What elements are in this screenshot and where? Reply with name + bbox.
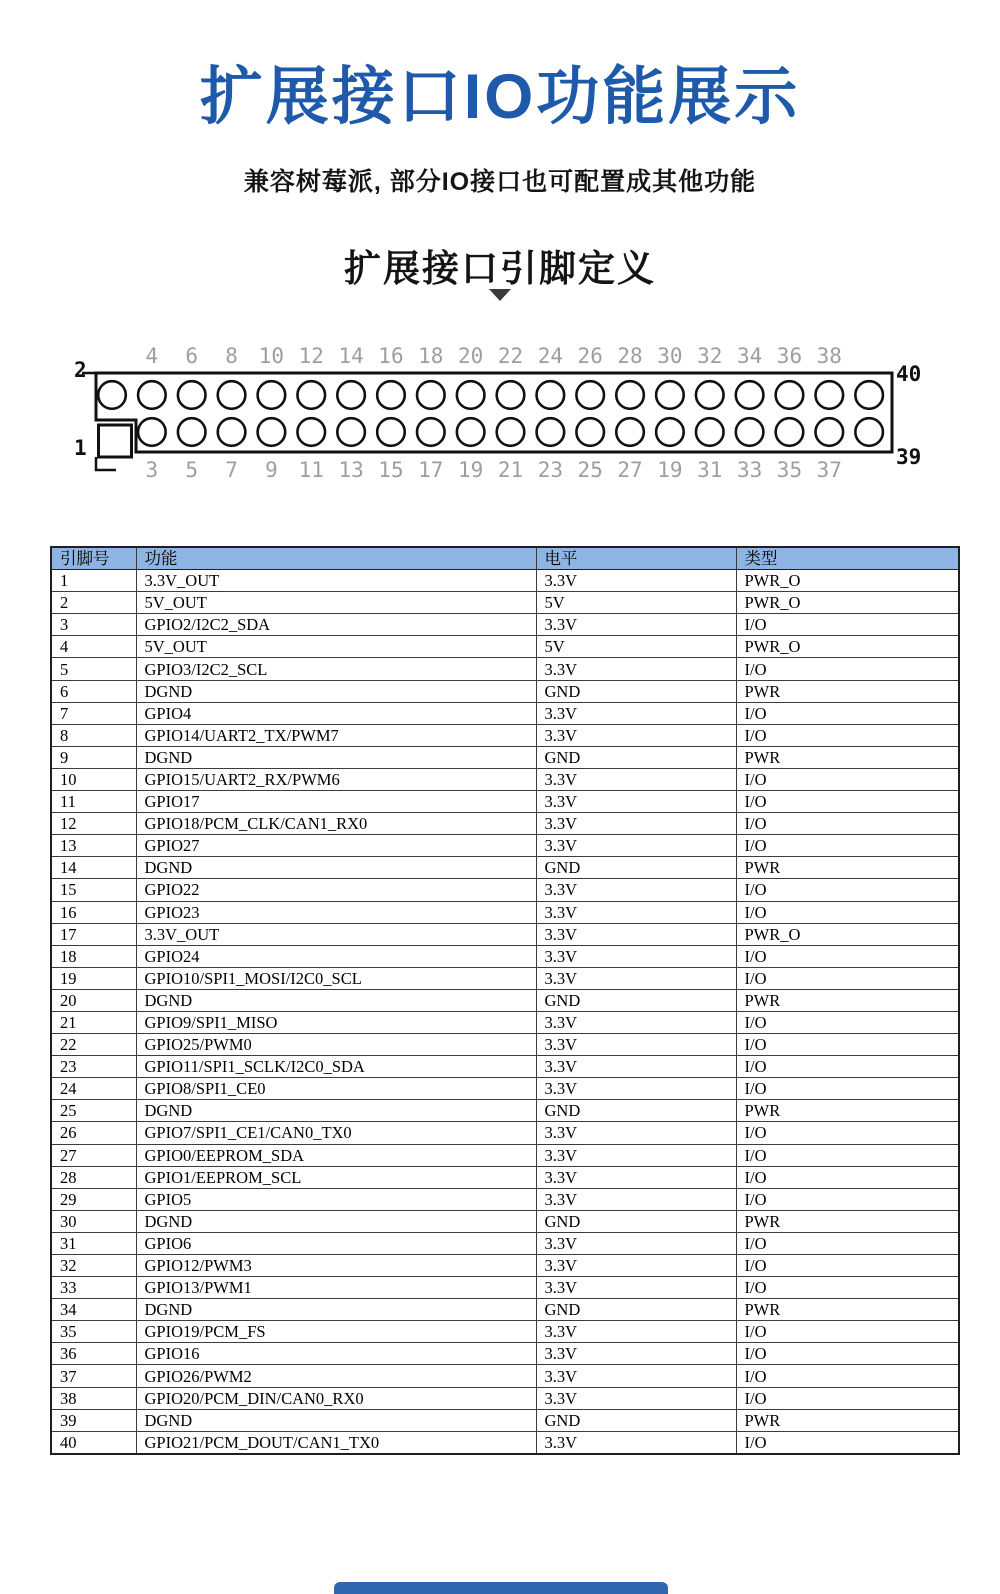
pin-number-cell: 37 <box>51 1365 136 1387</box>
type-cell: I/O <box>736 1232 959 1254</box>
table-row <box>51 1210 959 1232</box>
pin-number-cell: 31 <box>51 1232 136 1254</box>
level-cell: 3.3V <box>536 1144 736 1166</box>
table-row <box>51 1166 959 1188</box>
level-cell: 3.3V <box>536 813 736 835</box>
function-cell: GPIO27 <box>136 835 536 857</box>
pin-hole <box>377 418 405 446</box>
pin-number-cell: 15 <box>51 879 136 901</box>
pin-number-label: 26 <box>577 344 603 368</box>
type-cell: PWR_O <box>736 636 959 658</box>
function-cell: 3.3V_OUT <box>136 923 536 945</box>
table-row <box>51 1100 959 1122</box>
type-cell: PWR <box>736 857 959 879</box>
table-row <box>51 1188 959 1210</box>
level-cell: 3.3V <box>536 945 736 967</box>
pin-number-cell: 26 <box>51 1122 136 1144</box>
type-cell: I/O <box>736 768 959 790</box>
pin-hole <box>816 418 844 446</box>
pin-hole <box>218 381 246 409</box>
pin-number-label: 6 <box>185 344 199 368</box>
type-cell: I/O <box>736 1321 959 1343</box>
function-cell: GPIO26/PWM2 <box>136 1365 536 1387</box>
pin-number-label: 10 <box>258 344 285 368</box>
table-row <box>51 813 959 835</box>
level-cell: 3.3V <box>536 1034 736 1056</box>
pin-hole <box>258 381 286 409</box>
corner-label-40: 40 <box>896 362 922 386</box>
level-cell: 3.3V <box>536 1365 736 1387</box>
type-cell: I/O <box>736 879 959 901</box>
column-header: 电平 <box>536 547 736 570</box>
table-row <box>51 702 959 724</box>
pin-hole <box>616 418 644 446</box>
function-cell: GPIO2/I2C2_SDA <box>136 614 536 636</box>
pin-hole <box>497 381 525 409</box>
pin1-square <box>99 425 132 457</box>
level-cell: 3.3V <box>536 614 736 636</box>
table-row <box>51 1299 959 1321</box>
corner-label-39: 39 <box>896 445 922 469</box>
pin-number-label: 4 <box>145 344 159 368</box>
pin-hole <box>258 418 286 446</box>
pin-number-cell: 10 <box>51 768 136 790</box>
function-cell: GPIO20/PCM_DIN/CAN0_RX0 <box>136 1387 536 1409</box>
table-row <box>51 1431 959 1454</box>
pin-number-cell: 1 <box>51 570 136 592</box>
type-cell: I/O <box>736 1056 959 1078</box>
function-cell: GPIO3/I2C2_SCL <box>136 658 536 680</box>
pin-number-label: 28 <box>617 344 643 368</box>
corner-label-1: 1 <box>74 436 87 460</box>
pin-hole <box>138 418 166 446</box>
section-title: 扩展接口引脚定义 <box>344 248 656 289</box>
pin-number-label: 15 <box>378 458 404 482</box>
table-row <box>51 570 959 592</box>
function-cell: GPIO17 <box>136 791 536 813</box>
level-cell: GND <box>536 680 736 702</box>
table-row <box>51 1232 959 1254</box>
pin-hole <box>656 418 684 446</box>
type-cell: I/O <box>736 967 959 989</box>
level-cell: 3.3V <box>536 1056 736 1078</box>
pin-hole <box>816 381 844 409</box>
table-row <box>51 746 959 768</box>
table-row <box>51 857 959 879</box>
pin-number-cell: 17 <box>51 923 136 945</box>
type-cell: I/O <box>736 791 959 813</box>
pin-number-label: 36 <box>776 344 803 368</box>
pin-number-label: 24 <box>537 344 563 368</box>
column-header: 引脚号 <box>51 547 136 570</box>
level-cell: GND <box>536 746 736 768</box>
pin-holes <box>98 381 883 446</box>
pin-number-cell: 2 <box>51 592 136 614</box>
pin-number-cell: 36 <box>51 1343 136 1365</box>
function-cell: GPIO9/SPI1_MISO <box>136 1011 536 1033</box>
type-cell: I/O <box>736 658 959 680</box>
type-cell: I/O <box>736 1431 959 1454</box>
table-row <box>51 1144 959 1166</box>
function-cell: GPIO4 <box>136 702 536 724</box>
function-cell: DGND <box>136 746 536 768</box>
pin-number-cell: 22 <box>51 1034 136 1056</box>
table-row <box>51 1365 959 1387</box>
function-cell: GPIO22 <box>136 879 536 901</box>
pin-hole <box>138 381 166 409</box>
function-cell: GPIO7/SPI1_CE1/CAN0_TX0 <box>136 1122 536 1144</box>
pin-hole <box>417 381 445 409</box>
level-cell: 3.3V <box>536 1321 736 1343</box>
type-cell: PWR <box>736 1409 959 1431</box>
pin-number-label: 14 <box>338 344 364 368</box>
level-cell: 3.3V <box>536 768 736 790</box>
function-cell: GPIO23 <box>136 901 536 923</box>
table-row <box>51 923 959 945</box>
type-cell: I/O <box>736 1387 959 1409</box>
pin-hole <box>736 418 764 446</box>
table-row <box>51 1343 959 1365</box>
type-cell: I/O <box>736 813 959 835</box>
pin-hole <box>218 418 246 446</box>
function-cell: GPIO19/PCM_FS <box>136 1321 536 1343</box>
pin-number-label: 19 <box>657 458 683 482</box>
pin-number-cell: 28 <box>51 1166 136 1188</box>
pin-number-label: 23 <box>537 458 563 482</box>
type-cell: I/O <box>736 1034 959 1056</box>
function-cell: DGND <box>136 1210 536 1232</box>
bottom-pin-numbers <box>146 458 842 482</box>
level-cell: 3.3V <box>536 1277 736 1299</box>
type-cell: PWR <box>736 989 959 1011</box>
pin-hole <box>297 418 325 446</box>
pin-number-label: 34 <box>736 344 763 368</box>
pin-number-cell: 6 <box>51 680 136 702</box>
type-cell: PWR_O <box>736 592 959 614</box>
pin-number-label: 11 <box>298 458 324 482</box>
pin-number-cell: 5 <box>51 658 136 680</box>
pin-hole <box>337 381 365 409</box>
type-cell: PWR <box>736 680 959 702</box>
function-cell: GPIO18/PCM_CLK/CAN1_RX0 <box>136 813 536 835</box>
table-row <box>51 592 959 614</box>
level-cell: 5V <box>536 636 736 658</box>
type-cell: I/O <box>736 1343 959 1365</box>
table-row <box>51 1321 959 1343</box>
level-cell: 3.3V <box>536 967 736 989</box>
level-cell: 5V <box>536 592 736 614</box>
pin-hole <box>656 381 684 409</box>
level-cell: 3.3V <box>536 1255 736 1277</box>
type-cell: I/O <box>736 614 959 636</box>
pin-hole <box>855 418 883 446</box>
pin-hole <box>616 381 644 409</box>
function-cell: DGND <box>136 1299 536 1321</box>
pin-number-cell: 12 <box>51 813 136 835</box>
type-cell: I/O <box>736 1122 959 1144</box>
function-cell: GPIO21/PCM_DOUT/CAN1_TX0 <box>136 1431 536 1454</box>
level-cell: GND <box>536 989 736 1011</box>
triangle-down-icon <box>489 289 511 301</box>
table-row <box>51 1034 959 1056</box>
table-row <box>51 989 959 1011</box>
table-header <box>51 547 959 570</box>
table-row <box>51 1255 959 1277</box>
pin-number-label: 17 <box>418 458 444 482</box>
level-cell: 3.3V <box>536 1122 736 1144</box>
pin-hole <box>497 418 525 446</box>
pin-hole <box>736 381 764 409</box>
table-row <box>51 724 959 746</box>
column-header: 类型 <box>736 547 959 570</box>
function-cell: GPIO8/SPI1_CE0 <box>136 1078 536 1100</box>
level-cell: 3.3V <box>536 1232 736 1254</box>
pin-number-label: 5 <box>185 458 199 482</box>
pin-hole <box>696 418 724 446</box>
level-cell: 3.3V <box>536 1166 736 1188</box>
pin-hole <box>377 381 405 409</box>
function-cell: GPIO0/EEPROM_SDA <box>136 1144 536 1166</box>
function-cell: DGND <box>136 1409 536 1431</box>
pin-number-cell: 32 <box>51 1255 136 1277</box>
function-cell: 5V_OUT <box>136 636 536 658</box>
pin-number-label: 21 <box>497 458 524 482</box>
pin-number-label: 37 <box>816 458 842 482</box>
pin-number-label: 19 <box>458 458 484 482</box>
function-cell: GPIO14/UART2_TX/PWM7 <box>136 724 536 746</box>
pin-number-cell: 39 <box>51 1409 136 1431</box>
pin-number-label: 32 <box>697 344 723 368</box>
section-pointer <box>0 289 1000 301</box>
level-cell: 3.3V <box>536 702 736 724</box>
table-row <box>51 1277 959 1299</box>
function-cell: DGND <box>136 989 536 1011</box>
function-cell: GPIO13/PWM1 <box>136 1277 536 1299</box>
page-subtitle: 兼容树莓派, 部分IO接口也可配置成其他功能 <box>243 168 757 196</box>
type-cell: I/O <box>736 1078 959 1100</box>
level-cell: 3.3V <box>536 835 736 857</box>
pin-number-label: 30 <box>657 344 683 368</box>
pin-number-cell: 30 <box>51 1210 136 1232</box>
pin-number-label: 31 <box>697 458 723 482</box>
type-cell: I/O <box>736 1277 959 1299</box>
function-cell: GPIO6 <box>136 1232 536 1254</box>
type-cell: PWR <box>736 1299 959 1321</box>
function-cell: 3.3V_OUT <box>136 570 536 592</box>
pin-number-cell: 7 <box>51 702 136 724</box>
pin-header-diagram <box>0 333 1000 493</box>
pin-number-label: 7 <box>225 458 238 482</box>
level-cell: 3.3V <box>536 1078 736 1100</box>
level-cell: 3.3V <box>536 570 736 592</box>
pin-number-cell: 18 <box>51 945 136 967</box>
pin-hole <box>576 381 604 409</box>
type-cell: I/O <box>736 1188 959 1210</box>
pin-number-cell: 23 <box>51 1056 136 1078</box>
pin-hole <box>178 418 206 446</box>
level-cell: GND <box>536 1210 736 1232</box>
pin-hole <box>417 418 445 446</box>
pin-hole <box>98 381 126 409</box>
top-pin-numbers <box>146 344 842 368</box>
pin-number-label: 38 <box>816 344 842 368</box>
pin-number-cell: 27 <box>51 1144 136 1166</box>
type-cell: I/O <box>736 702 959 724</box>
pin-hole <box>537 418 565 446</box>
type-cell: I/O <box>736 901 959 923</box>
pin-number-label: 18 <box>418 344 444 368</box>
type-cell: PWR_O <box>736 570 959 592</box>
pin-number-cell: 16 <box>51 901 136 923</box>
table-row <box>51 1387 959 1409</box>
pin-hole <box>457 418 485 446</box>
table-row <box>51 967 959 989</box>
column-header: 功能 <box>136 547 536 570</box>
pin-hole <box>457 381 485 409</box>
pin-number-cell: 11 <box>51 791 136 813</box>
pin-number-cell: 33 <box>51 1277 136 1299</box>
pin-number-label: 13 <box>338 458 364 482</box>
function-cell: GPIO12/PWM3 <box>136 1255 536 1277</box>
type-cell: I/O <box>736 835 959 857</box>
table-row <box>51 1056 959 1078</box>
table-row <box>51 680 959 702</box>
level-cell: GND <box>536 857 736 879</box>
function-cell: DGND <box>136 680 536 702</box>
level-cell: 3.3V <box>536 879 736 901</box>
table-row <box>51 1122 959 1144</box>
pin-hole <box>776 418 804 446</box>
type-cell: I/O <box>736 945 959 967</box>
level-cell: GND <box>536 1409 736 1431</box>
level-cell: 3.3V <box>536 1387 736 1409</box>
pin-number-label: 35 <box>776 458 803 482</box>
table-row <box>51 879 959 901</box>
function-cell: GPIO11/SPI1_SCLK/I2C0_SDA <box>136 1056 536 1078</box>
pin-number-cell: 14 <box>51 857 136 879</box>
table-row <box>51 791 959 813</box>
pin-number-label: 8 <box>225 344 238 368</box>
pin-number-cell: 20 <box>51 989 136 1011</box>
bottom-section-bar <box>334 1582 668 1594</box>
function-cell: GPIO10/SPI1_MOSI/I2C0_SCL <box>136 967 536 989</box>
function-cell: GPIO16 <box>136 1343 536 1365</box>
pin-hole <box>337 418 365 446</box>
type-cell: PWR_O <box>736 923 959 945</box>
pin-hole <box>776 381 804 409</box>
pin-hole <box>576 418 604 446</box>
level-cell: GND <box>536 1100 736 1122</box>
pin-number-label: 22 <box>497 344 524 368</box>
level-cell: GND <box>536 1299 736 1321</box>
pin-hole <box>696 381 724 409</box>
pin-hole <box>297 381 325 409</box>
function-cell: GPIO25/PWM0 <box>136 1034 536 1056</box>
pin-definition-table <box>50 546 960 1455</box>
level-cell: 3.3V <box>536 1188 736 1210</box>
table-row <box>51 901 959 923</box>
table-row <box>51 768 959 790</box>
pin-number-cell: 19 <box>51 967 136 989</box>
level-cell: 3.3V <box>536 724 736 746</box>
type-cell: PWR <box>736 1210 959 1232</box>
pin-number-label: 9 <box>265 458 278 482</box>
pin-number-cell: 24 <box>51 1078 136 1100</box>
pin-number-cell: 25 <box>51 1100 136 1122</box>
pin-number-label: 33 <box>736 458 763 482</box>
table-row <box>51 835 959 857</box>
pin-number-label: 12 <box>298 344 324 368</box>
level-cell: 3.3V <box>536 1343 736 1365</box>
pin-number-cell: 29 <box>51 1188 136 1210</box>
function-cell: GPIO24 <box>136 945 536 967</box>
pin-number-cell: 8 <box>51 724 136 746</box>
type-cell: I/O <box>736 1011 959 1033</box>
pin-number-cell: 34 <box>51 1299 136 1321</box>
pin-number-label: 3 <box>145 458 159 482</box>
level-cell: 3.3V <box>536 1011 736 1033</box>
function-cell: GPIO5 <box>136 1188 536 1210</box>
pin-hole <box>537 381 565 409</box>
pin-number-label: 25 <box>577 458 603 482</box>
table-row <box>51 658 959 680</box>
pin-hole <box>855 381 883 409</box>
table-row <box>51 636 959 658</box>
type-cell: I/O <box>736 1144 959 1166</box>
pin-number-cell: 3 <box>51 614 136 636</box>
pin-number-cell: 4 <box>51 636 136 658</box>
function-cell: DGND <box>136 857 536 879</box>
level-cell: 3.3V <box>536 791 736 813</box>
pin-number-cell: 38 <box>51 1387 136 1409</box>
pin-number-label: 16 <box>378 344 404 368</box>
pin-number-label: 27 <box>617 458 643 482</box>
type-cell: I/O <box>736 1365 959 1387</box>
level-cell: 3.3V <box>536 658 736 680</box>
table-row <box>51 1011 959 1033</box>
pin1-bracket <box>96 457 116 470</box>
function-cell: GPIO1/EEPROM_SCL <box>136 1166 536 1188</box>
level-cell: 3.3V <box>536 901 736 923</box>
page-title: 扩展接口IO功能展示 <box>199 62 801 132</box>
pin-number-cell: 13 <box>51 835 136 857</box>
level-cell: 3.3V <box>536 923 736 945</box>
type-cell: PWR <box>736 746 959 768</box>
table-row <box>51 1409 959 1431</box>
corner-label-2: 2 <box>74 358 87 382</box>
table-row <box>51 945 959 967</box>
pin-number-cell: 9 <box>51 746 136 768</box>
type-cell: I/O <box>736 1166 959 1188</box>
table-row <box>51 614 959 636</box>
connector-outline <box>96 373 892 452</box>
pin-number-cell: 21 <box>51 1011 136 1033</box>
pin-number-label: 20 <box>458 344 484 368</box>
function-cell: GPIO15/UART2_RX/PWM6 <box>136 768 536 790</box>
function-cell: DGND <box>136 1100 536 1122</box>
type-cell: I/O <box>736 724 959 746</box>
function-cell: 5V_OUT <box>136 592 536 614</box>
pin-number-cell: 35 <box>51 1321 136 1343</box>
type-cell: I/O <box>736 1255 959 1277</box>
pin-number-cell: 40 <box>51 1431 136 1454</box>
table-row <box>51 1078 959 1100</box>
type-cell: PWR <box>736 1100 959 1122</box>
pin-hole <box>178 381 206 409</box>
level-cell: 3.3V <box>536 1431 736 1454</box>
